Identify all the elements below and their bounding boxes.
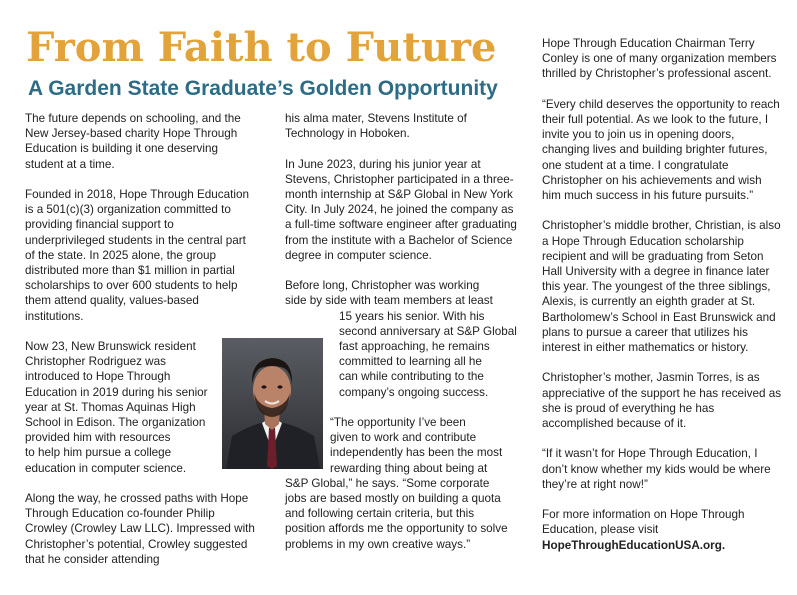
col1-paragraph-2: Founded in 2018, Hope Through Education is a 501(c)(3) organization committed to providing financial support to underprivileged students in the central part of the state. In 2025 alone, the group distributed more than $1 million in partial scholarships to over 600 students to help them attend quality, values-based institutions. [25,188,249,323]
col1-p3-line: Education in 2019 during his senior [25,385,208,399]
article-column-2 [285,111,517,552]
col2-p4-line: rewarding thing about being at [330,461,488,475]
col2-p4-line: S&P Global,” he says. “Some corporate [285,476,490,490]
col2-paragraph-2: In June 2023, during his junior year at Stevens, Christopher participated in a three-month internship at S&P Global in New York City. In July 2024, he joined the company as a full-time software engineer after graduating from the institute with a Bachelor of Science degree in computer science. [285,157,517,262]
website-link[interactable]: HopeThroughEducationUSA.org [542,538,722,552]
col3-paragraph-2: “Every child deserves the opportunity to reach their full potential. As we look to the future, I invite you to join us in opening doors, changing lives and building brighter futures, one student at a time. I congratulate Christopher on his achievements and wish him much success in his future pursuits.” [542,97,780,203]
col1-p3-line: Now 23, New Brunswick resident [25,340,196,354]
col3-paragraph-4: Christopher’s mother, Jasmin Torres, is as appreciative of the support he has received as she is proud of everything he has accomplished because of it. [542,371,782,431]
col2-p4-line: given to work and contribute [330,431,477,445]
col2-p3-line: fast approaching, he remains [339,340,490,354]
col1-p3-line: School in Edison. The organization [25,416,206,430]
col2-p4-line: independently has been the most [330,446,503,460]
col1-paragraph-4: Along the way, he crossed paths with Hope Through Education co-founder Philip Crowley (Crowley Law LLC). Impressed with Christopher’s potential, Crowley suggested that he consider attending [25,492,255,566]
col2-p3-line: side by side with team members at least [285,294,493,308]
col2-p4-line: and following certain criteria, but this [285,507,475,521]
col3-paragraph-3: Christopher’s middle brother, Christian, is also a Hope Through Education scholarship recipient and will be graduating from Seton Hall University with a degree in finance later this year. The youngest of the three siblings, Alexis, is currently an eighth grader at St. Bartholomew’s School in East Brunswick and plans to pursue a career that utilizes his interest in either mathematics or history. [542,219,781,355]
col2-p3-line: second anniversary at S&P Global [339,324,517,338]
col1-p3-line: Christopher Rodriguez was [25,355,166,369]
col3-paragraph-6 [542,507,782,553]
col1-paragraph-1: The future depends on schooling, and the New Jersey-based charity Hope Through Education is building it one deserving student at a time. [25,112,241,171]
col2-p4-line: problems in my own creative ways.” [285,537,471,551]
col2-p4-line: position affords me the opportunity to solve [285,522,508,536]
col1-p3-line: year at St. Thomas Aquinas High [25,400,196,414]
col2-p3-line: Before long, Christopher was working [285,279,480,293]
col1-paragraph-3 [25,339,255,476]
col2-p4-line: “The opportunity I’ve been [330,416,466,430]
col3-paragraph-5: “If it wasn’t for Hope Through Education, I don’t know whether my kids would be where they’re at right now!” [542,447,771,491]
article-column-3 [542,36,782,553]
col2-p3-line: company’s ongoing success. [339,385,489,399]
headline-title: From Faith to Future [26,24,497,71]
col1-p3-line: provided him with resources [25,431,171,445]
col2-p4-line: jobs are based mostly on building a quota [285,492,501,506]
website-period: . [721,538,726,552]
col2-p3-line: committed to learning all he [339,355,482,369]
article-column-1 [25,111,255,567]
col1-p3-line: introduced to Hope Through [25,370,171,384]
col2-p3-line: 15 years his senior. With his [339,309,485,323]
headline-subtitle: A Garden State Graduate’s Golden Opportunity [28,77,498,100]
col2-paragraph-4 [285,415,517,552]
col2-p3-line: can while contributing to the [339,370,484,384]
col2-paragraph-1: his alma mater, Stevens Institute of Technology in Hoboken. [285,112,467,141]
more-info-text: For more information on Hope Through Education, please visit [542,508,745,537]
col3-paragraph-1: Hope Through Education Chairman Terry Conley is one of many organization members thrilled by Christopher’s professional ascent. [542,37,777,81]
col2-paragraph-3 [285,278,517,400]
col1-p3-line: education in computer science. [25,461,187,475]
col1-p3-line: to help him pursue a college [25,446,172,460]
